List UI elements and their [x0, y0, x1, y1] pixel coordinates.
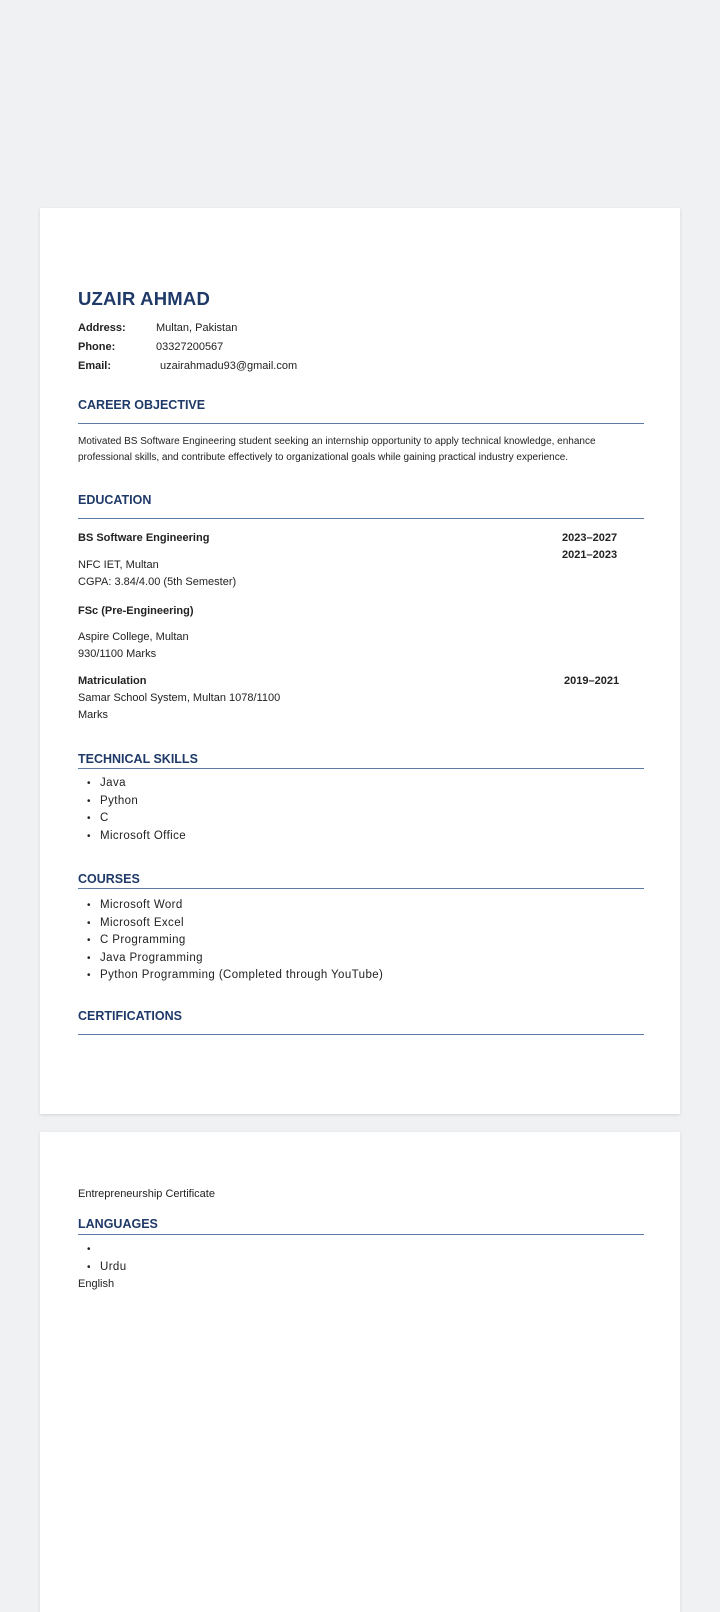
list-item: [78, 810, 186, 828]
languages-heading: LANGUAGES: [78, 1217, 158, 1231]
bullet-icon: •: [87, 1261, 91, 1273]
section-divider: [78, 423, 644, 424]
fsc-institute: Aspire College, Multan: [78, 631, 189, 643]
resume-page-2: [40, 1132, 680, 1612]
bs-cgpa: CGPA: 3.84/4.00 (5th Semester): [78, 576, 237, 588]
language-label: Urdu: [100, 1260, 127, 1273]
list-item: [78, 967, 383, 985]
list-item: [78, 915, 383, 933]
course-label: Microsoft Word: [100, 899, 183, 911]
list-item: [78, 897, 383, 915]
bullet-icon: •: [87, 778, 91, 789]
bullet-icon: •: [87, 917, 91, 929]
phone-value: 03327200567: [156, 341, 224, 353]
bullet-icon: •: [87, 795, 91, 807]
skill-label: C: [100, 812, 109, 825]
list-item: [78, 932, 383, 950]
language-english: English: [78, 1278, 115, 1290]
bullet-icon: •: [87, 935, 91, 947]
matric-line-2: Marks: [78, 709, 108, 721]
bs-years-2: 2021–2023: [562, 549, 618, 561]
bullet-icon: •: [87, 970, 91, 982]
course-label: Python Programming (Completed through YouTube): [100, 969, 384, 982]
section-divider: [78, 768, 644, 769]
courses-list: [78, 897, 383, 985]
course-label: Microsoft Excel: [100, 916, 184, 929]
bs-years-1: 2023–2027: [562, 532, 618, 544]
bs-institute: NFC IET, Multan: [78, 559, 159, 571]
career-objective-text: Motivated BS Software Engineering student seeking an internship opportunity to apply technical knowledge, enhance professional skills, and contribute effectively to organizational goals while gaining practical industry experience.: [78, 436, 596, 463]
bullet-icon: •: [87, 1244, 91, 1255]
certifications-heading: CERTIFICATIONS: [78, 1009, 182, 1023]
bullet-icon: •: [87, 830, 91, 842]
courses-heading: COURSES: [78, 872, 140, 886]
skills-list: [78, 775, 186, 845]
bs-degree-title: BS Software Engineering: [78, 532, 210, 544]
certificate-item: Entrepreneurship Certificate: [78, 1188, 215, 1200]
skill-label: Java: [100, 777, 126, 789]
matric-title: Matriculation: [78, 675, 147, 687]
section-divider: [78, 1234, 644, 1235]
skill-label: Microsoft Office: [100, 829, 187, 842]
matric-years: 2019–2021: [564, 675, 620, 687]
address-value: Multan, Pakistan: [156, 322, 238, 334]
list-item: [78, 828, 186, 846]
course-label: C Programming: [100, 934, 186, 947]
resume-page-1: [40, 208, 680, 1114]
course-label: Java Programming: [100, 951, 203, 964]
section-divider: [78, 518, 644, 519]
bullet-icon: •: [87, 900, 91, 911]
phone-label: Phone:: [78, 341, 116, 353]
matric-line-1: Samar School System, Multan 1078/1100: [78, 692, 281, 704]
skill-label: Python: [100, 794, 139, 807]
list-item: [78, 793, 186, 811]
list-item: [78, 950, 383, 968]
education-heading: EDUCATION: [78, 493, 152, 507]
address-label: Address:: [78, 322, 126, 334]
list-item: [78, 1259, 127, 1277]
fsc-title: FSc (Pre-Engineering): [78, 605, 194, 617]
bullet-icon: •: [87, 813, 91, 825]
technical-skills-heading: TECHNICAL SKILLS: [78, 752, 198, 766]
candidate-name: UZAIR AHMAD: [78, 288, 211, 309]
list-item: [78, 1241, 127, 1259]
section-divider: [78, 888, 644, 889]
email-value: uzairahmadu93@gmail.com: [160, 360, 298, 372]
career-objective-heading: CAREER OBJECTIVE: [78, 398, 206, 412]
list-item: [78, 775, 186, 793]
email-label: Email:: [78, 360, 112, 372]
languages-list: [78, 1241, 127, 1276]
section-divider: [78, 1034, 644, 1035]
bullet-icon: •: [87, 952, 91, 964]
fsc-marks: 930/1100 Marks: [78, 648, 157, 660]
